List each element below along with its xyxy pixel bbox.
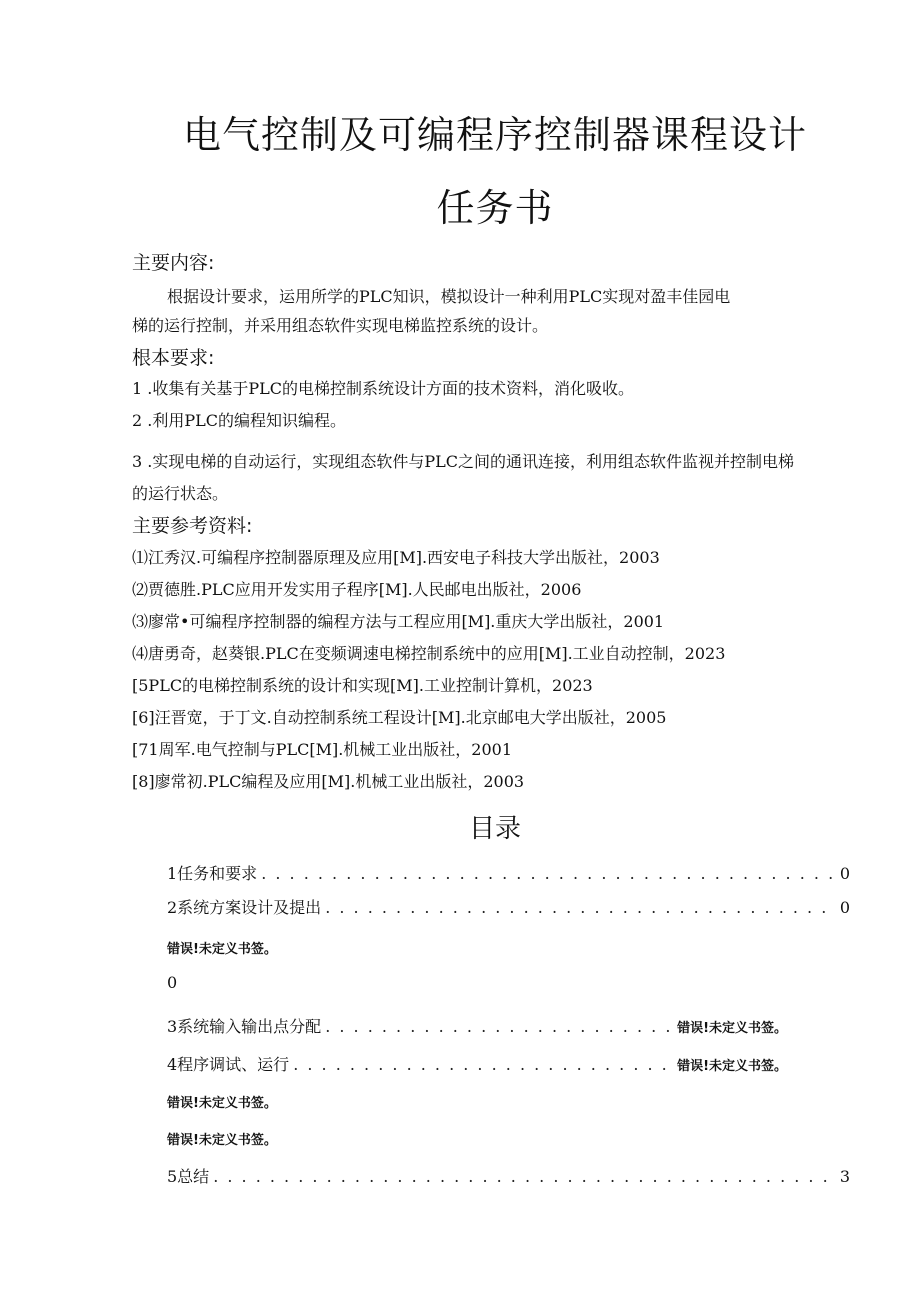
reference-item: [71周军.电气控制与PLC[M].机械工业出版社，2001 [132, 740, 512, 759]
main-content-heading: 主要内容: [132, 252, 215, 274]
toc-leader [325, 1017, 673, 1036]
main-content-line-1: 根据设计要求，运用所学的PLC知识，模拟设计一种利用PLC实现对盈丰佳园电 [167, 287, 731, 306]
reference-item: ⑶廖常•可编程序控制器的编程方法与工程应用[M].重庆大学出版社，2001 [132, 612, 665, 631]
reference-item: ⑷唐勇奇，赵葵银.PLC在变频调速电梯控制系统中的应用[M].工业自动控制，2023 [132, 644, 726, 663]
toc-entry-page: 0 [839, 864, 850, 883]
toc-entry[interactable] [167, 895, 850, 917]
reference-item: [6]汪晋宽，于丁文.自动控制系统工程设计[M].北京邮电大学出版社，2005 [132, 708, 667, 727]
document-title: 电气控制及可编程序控制器课程设计 [182, 113, 807, 157]
references-heading: 主要参考资料: [132, 515, 253, 537]
toc-error-text: 错误!未定义书签。 [167, 1133, 277, 1148]
toc-entry[interactable] [167, 1164, 850, 1186]
toc-entry-page: 3 [839, 1167, 850, 1186]
toc-entry-label: 2系统方案设计及提出 [167, 898, 322, 917]
requirements-heading: 根本要求: [132, 347, 215, 369]
toc-error-text: 错误!未定义书签。 [167, 1096, 277, 1111]
reference-item: [8]廖常初.PLC编程及应用[M].机械工业出版社，2003 [132, 772, 525, 791]
reference-item: ⑵贾德胜.PLC应用开发实用子程序[M].人民邮电出版社，2006 [132, 580, 582, 599]
toc-entry[interactable] [167, 1052, 787, 1074]
toc-entry-label: 4程序调试、运行 [167, 1055, 290, 1074]
toc-leader [261, 864, 836, 883]
requirement-item-2: 2 .利用PLC的编程知识编程。 [132, 411, 346, 430]
toc-leader [293, 1055, 673, 1074]
requirement-item-3: 3 .实现电梯的自动运行，实现组态软件与PLC之间的通讯连接，利用组态软件监视并控制电梯 [132, 452, 794, 471]
toc-error-text: 错误!未定义书签。 [677, 1021, 787, 1036]
toc-leader [325, 898, 836, 917]
toc-title: 目录 [468, 814, 521, 844]
toc-entry-label: 1任务和要求 [167, 864, 258, 883]
reference-item: [5PLC的电梯控制系统的设计和实现[M].工业控制计算机，2023 [132, 676, 593, 695]
document-subtitle: 任务书 [436, 186, 554, 230]
requirement-item-3-cont: 的运行状态。 [132, 484, 229, 503]
toc-page-number: 0 [167, 973, 178, 992]
toc-entry[interactable] [167, 861, 850, 883]
requirement-item-1: 1 .收集有关基于PLC的电梯控制系统设计方面的技术资料，消化吸收。 [132, 379, 634, 398]
toc-entry-label: 3系统输入输出点分配 [167, 1017, 322, 1036]
toc-entry-page: 0 [839, 898, 850, 917]
toc-entry[interactable] [167, 1014, 787, 1036]
toc-error-text: 错误!未定义书签。 [167, 942, 277, 957]
toc-error-text: 错误!未定义书签。 [677, 1059, 787, 1074]
main-content-line-2: 梯的运行控制，并采用组态软件实现电梯监控系统的设计。 [132, 316, 549, 335]
toc-entry-label: 5总结 [167, 1167, 210, 1186]
reference-item: ⑴江秀汉.可编程序控制器原理及应用[M].西安电子科技大学出版社，2003 [132, 548, 660, 567]
toc-leader [213, 1167, 836, 1186]
